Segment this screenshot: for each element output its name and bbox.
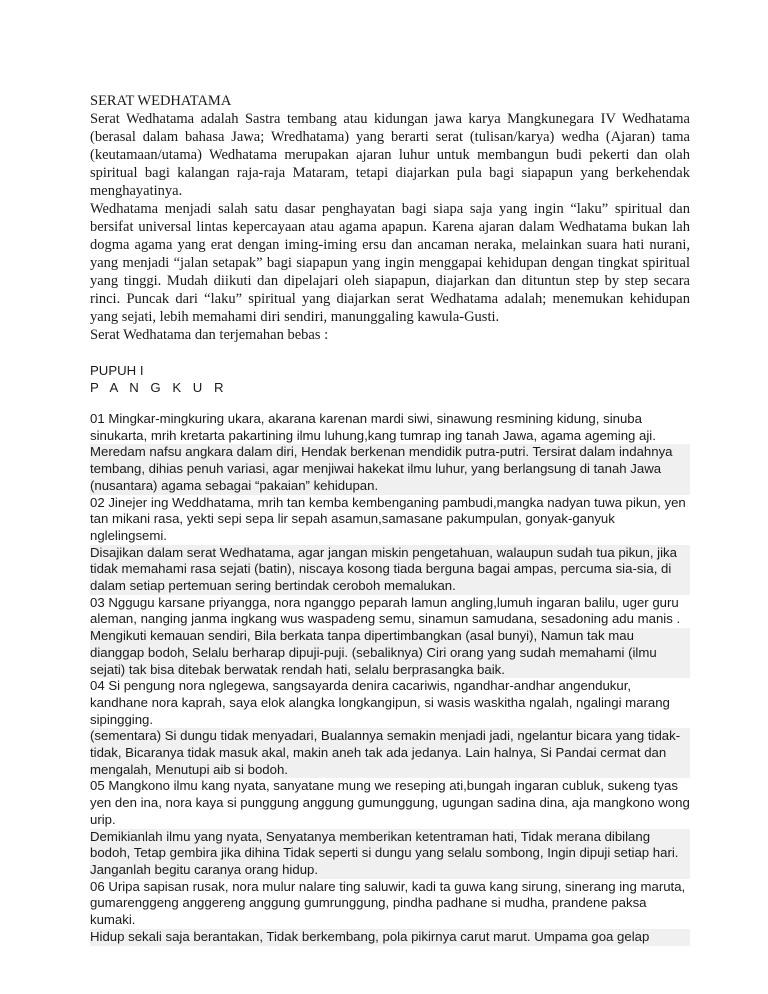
verse-translation: Mengikuti kemauan sendiri, Bila berkata tanpa dipertimbangkan (asal bunyi), Namun tak mau dianggap bodoh, Selalu berharap dipuji-puji. (sebaliknya) Ciri orang yang sudah memahami (ilmu sejati) tak bisa ditebak berwatak rendah hati, selalu berprasangka baik. bbox=[90, 628, 690, 678]
verse-translation: Demikianlah ilmu yang nyata, Senyatanya memberikan ketentraman hati, Tidak merana dibilang bodoh, Tetap gembira jika dihina Tidak seperti si dungu yang selalu sombong, Ingin dipuji setiap hari. Janganlah begitu caranya orang hidup. bbox=[90, 829, 690, 879]
verse-translation: (sementara) Si dungu tidak menyadari, Bualannya semakin menjadi jadi, ngelantur bicara yang tidak-tidak, Bicaranya tidak masuk akal, makin aneh tak ada jedanya. Lain halnya, Si Pandai cermat dan mengalah, Menutupi aib si bodoh. bbox=[90, 728, 690, 778]
pupuh-name: P A N G K U R bbox=[90, 380, 228, 395]
intro-paragraph: Serat Wedhatama adalah Sastra tembang atau kidungan jawa karya Mangkunegara IV Wedhatama (berasal dalam bahasa Jawa; Wredhatama) yang berarti serat (tulisan/karya) wedha (Ajaran) tama (keutamaan/utama) Wedhatama merupakan ajaran luhur untuk membangun budi pekerti dan olah spiritual bagi kalangan raja-raja Mataram, tetapi diajarkan pula bagi siapapun yang berkehendak menghayatinya. bbox=[90, 111, 690, 199]
verse-translation: Hidup sekali saja berantakan, Tidak berkembang, pola pikirnya carut marut. Umpama goa gelap bbox=[90, 929, 690, 946]
document-page bbox=[90, 92, 690, 946]
verses-section bbox=[90, 411, 690, 946]
document-title: SERAT WEDHATAMA bbox=[90, 93, 232, 109]
verse-translation: Disajikan dalam serat Wedhatama, agar jangan miskin pengetahuan, walaupun sudah tua pikun, jika tidak memahami rasa sejati (batin), niscaya kosong tiada berguna bagai ampas, percuma sia-sia, di dalam setiap pertemuan sering bertindak ceroboh memalukan. bbox=[90, 545, 690, 595]
intro-paragraph: Wedhatama menjadi salah satu dasar penghayatan bagi siapa saja yang ingin “laku” spiritual dan bersifat universal lintas kepercayaan atau agama apapun. Karena ajaran dalam Wedhatama bukan lah dogma agama yang erat dengan iming-iming ersu dan ancaman neraka, melainkan suara hati nurani, yang menjadi “jalan setapak” bagi siapapun yang ingin menggapai kehidupan dengan tingkat spiritual yang tinggi. Mudah diikuti dan dipelajari oleh siapapun, diajarkan dan dituntun step by step secara rinci. Puncak dari “laku” spiritual yang diajarkan serat Wedhatama adalah; menemukan kehidupan yang sejati, lebih memahami diri sendiri, manunggaling kawula-Gusti. bbox=[90, 201, 690, 325]
verse-javanese: 01 Mingkar-mingkuring ukara, akarana karenan mardi siwi, sinawung resmining kidung, sinuba sinukarta, mrih kretarta pakartining ilmu luhung,kang tumrap ing tanah Jawa, agama ageming aji. bbox=[90, 411, 656, 443]
verse-javanese: 05 Mangkono ilmu kang nyata, sanyatane mung we reseping ati,bungah ingaran cubluk, sukeng tyas yen den ina, nora kaya si punggung anggung gumunggung, ugungan sadina dina, aja mangkono wong urip. bbox=[90, 778, 690, 827]
verse-javanese: 02 Jinejer ing Weddhatama, mrih tan kemba kembenganing pambudi,mangka nadyan tuwa pikun, yen tan mikani rasa, yekti sepi sepa lir sepah asamun,samasane pakumpulan, gonyak-ganyuk nglelingsemi. bbox=[90, 494, 686, 543]
pupuh-heading: PUPUH I bbox=[90, 363, 144, 378]
verse-javanese: 06 Uripa sapisan rusak, nora mulur nalare ting saluwir, kadi ta guwa kang sirung, sinerang ing maruta, gumarenggeng anggereng anggung gumrunggung, pindha padhane si mudha, prandene paksa kumaki. bbox=[90, 878, 686, 928]
intro-section bbox=[90, 92, 690, 344]
intro-paragraph: Serat Wedhatama dan terjemahan bebas : bbox=[90, 327, 329, 343]
verse-translation: Meredam nafsu angkara dalam diri, Hendak berkenan mendidik putra-putri. Tersirat dalam indahnya tembang, dihias penuh variasi, agar menjiwai hakekat ilmu luhur, yang berlangsung di tanah Jawa (nusantara) agama sebagai “pakaian” kehidupan. bbox=[90, 444, 690, 494]
verse-javanese: 04 Si pengung nora nglegewa, sangsayarda denira cacariwis, ngandhar-andhar angendukur, kandhane nora kaprah, saya elok alangka longkangipun, si wasis waskitha ngalah, ngalingi marang sipingging. bbox=[90, 678, 670, 727]
verse-javanese: 03 Nggugu karsane priyangga, nora nganggo peparah lamun angling,lumuh ingaran balilu, uger guru aleman, nanging janma ingkang wus waspadeng semu, sinamun samudana, sesadoning adu manis . bbox=[90, 594, 681, 627]
